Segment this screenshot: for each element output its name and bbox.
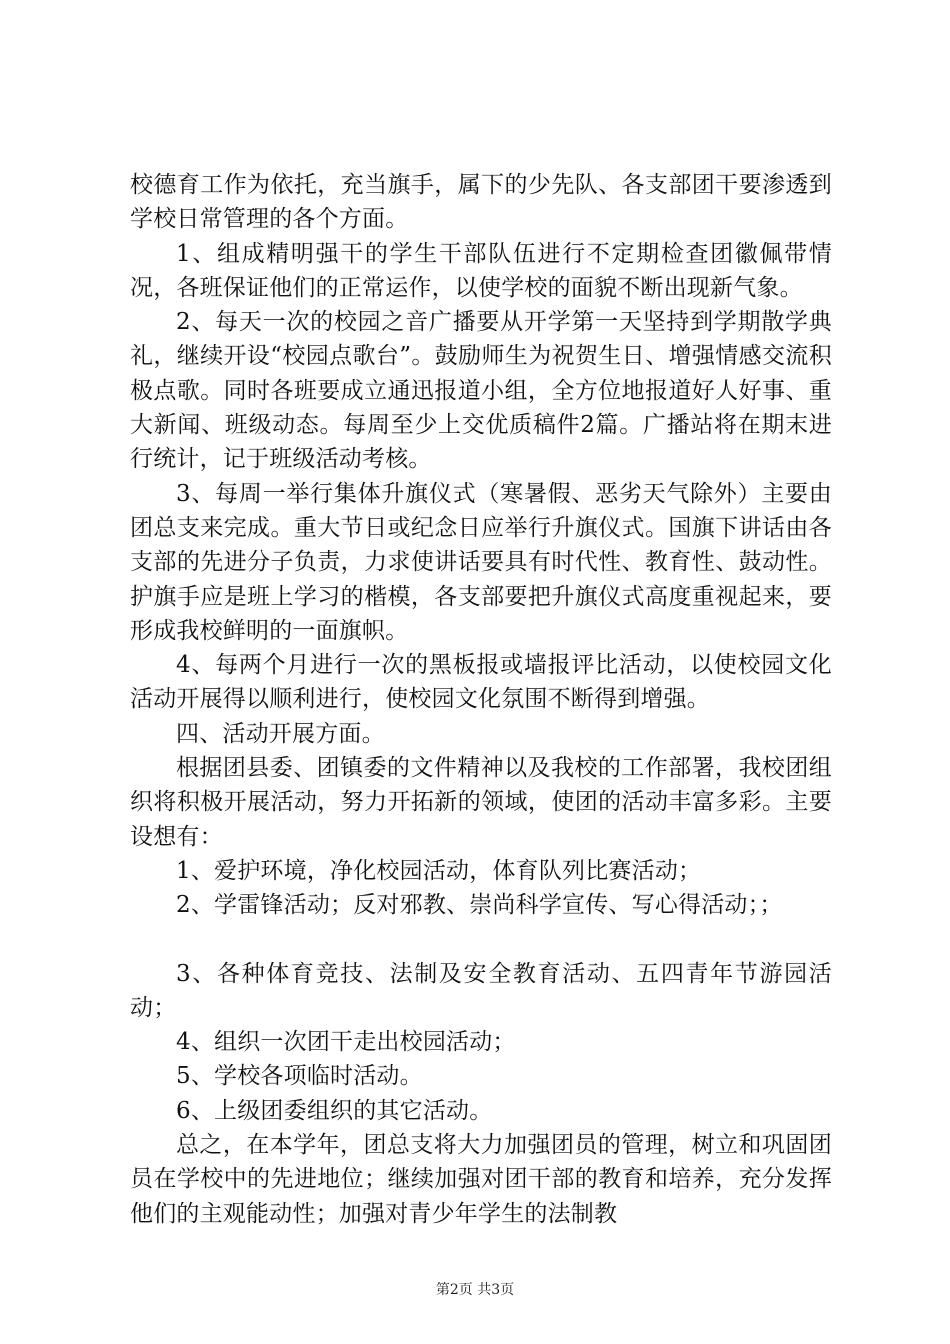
paragraph-item-2-campus-radio: 2、每天一次的校园之音广播要从开学第一天坚持到学期散学典礼，继续开设“校园点歌台”。鼓励师生为祝贺生日、增强情感交流积极点歌。同时各班要成立通迅报道小组，全方位地报道好人好事、重大新闻、班级动态。每周至少上交优质稿件2篇。广播站将在期末进行统计，记于班级活动考核。: [130, 309, 832, 473]
list-item-activity-2: 2、学雷锋活动；反对邪教、崇尚科学宣传、写心得活动；；: [176, 892, 783, 919]
paragraph-activities-intro: 根据团县委、团镇委的文件精神以及我校的工作部署，我校团组织将积极开展活动，努力开拓新的领域，使团的活动丰富多彩。主要设想有：: [130, 755, 832, 850]
paragraph-conclusion: 总之，在本学年，团总支将大力加强团员的管理，树立和巩固团员在学校中的先进地位；继续加强对团干部的教育和培养，充分发挥他们的主观能动性；加强对青少年学生的法制教: [130, 1132, 832, 1227]
section-heading-activities: 四、活动开展方面。: [176, 720, 385, 747]
list-item-activity-6: 6、上级团委组织的其它活动。: [176, 1097, 493, 1124]
paragraph-item-4-blackboard: 4、每两个月进行一次的黑板报或墙报评比活动，以使校园文化活动开展得以顺利进行，使校园文化氛围不断得到增强。: [130, 652, 832, 713]
list-item-activity-4: 4、组织一次团干走出校园活动；: [176, 1029, 516, 1056]
paragraph-item-1-student-cadres: 1、组成精明强干的学生干部队伍进行不定期检查团徽佩带情况，各班保证他们的正常运作，以使学校的面貌不断出现新气象。: [130, 240, 832, 301]
document-body: [130, 168, 832, 1231]
list-item-activity-5: 5、学校各项临时活动。: [176, 1063, 423, 1090]
blank-line: [130, 923, 832, 957]
paragraph-item-3-flag-raising: 3、每周一举行集体升旗仪式（寒暑假、恶劣天气除外）主要由团总支来完成。重大节日或纪念日应举行升旗仪式。国旗下讲话由各支部的先进分子负责，力求使讲话要具有时代性、教育性、鼓动性。护旗手应是班上学习的楷模，各支部要把升旗仪式高度重视起来，要形成我校鲜明的一面旗帜。: [130, 480, 832, 644]
list-item-activity-3: 3、各种体育竞技、法制及安全教育活动、五四青年节游园活动；: [130, 960, 832, 1021]
page-number-footer: 第2页 共3页: [435, 1282, 515, 1298]
list-item-activity-1: 1、爱护环境，净化校园活动，体育队列比赛活动；: [176, 857, 702, 884]
paragraph-intro-continued: 校德育工作为依托，充当旗手，属下的少先队、各支部团干要渗透到学校日常管理的各个方面。: [130, 172, 832, 233]
